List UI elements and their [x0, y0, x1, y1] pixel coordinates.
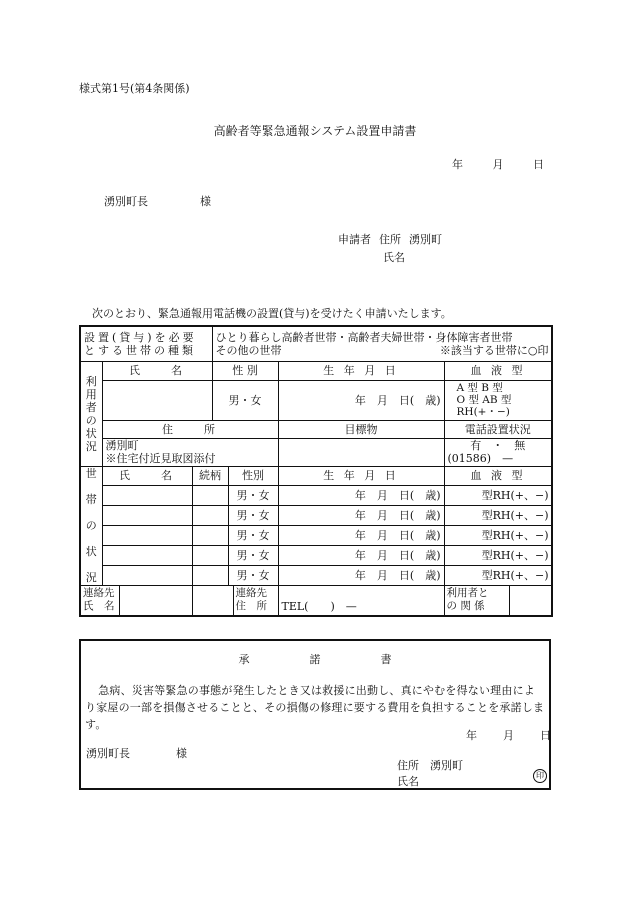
user-col-blood: 血 液 型: [444, 361, 552, 380]
household-name-field[interactable]: [102, 485, 192, 505]
addressee-name: 湧別町長: [104, 195, 148, 208]
household-col-relation: 続柄: [192, 466, 228, 485]
household-col-birth: 生 年 月 日: [278, 466, 444, 485]
contact-tel-field[interactable]: TEL( ) —: [278, 585, 444, 616]
user-landmark-field[interactable]: [278, 438, 444, 466]
household-name-field[interactable]: [102, 565, 192, 585]
pledge-date-year: 年: [466, 729, 477, 742]
pledge-title: 承 諾 書: [238, 653, 392, 666]
pledge-date-month: 月: [503, 729, 514, 742]
applicant-name-label: 氏名: [383, 251, 405, 264]
page-title: 高齢者等緊急通報システム設置申請書: [213, 124, 417, 138]
household-birth-field[interactable]: 年 月 日( 歳): [278, 525, 444, 545]
user-blood-field[interactable]: A 型 B 型 O 型 AB 型 RH(+・−): [444, 380, 552, 420]
household-row: [80, 525, 552, 545]
household-blood-field[interactable]: 型RH(+、−): [444, 505, 552, 525]
household-col-sex: 性別: [228, 466, 278, 485]
household-sex-field[interactable]: 男・女: [228, 505, 278, 525]
user-birth-field[interactable]: 年 月 日( 歳): [278, 380, 444, 420]
household-type-note: ※該当する世帯に○印: [439, 343, 549, 357]
household-row: [80, 565, 552, 585]
user-col-sex: 性 別: [212, 361, 278, 380]
user-data-row: [80, 380, 552, 420]
user-phone-number[interactable]: (01586) —: [444, 452, 552, 466]
addressee-honorific: 様: [200, 195, 211, 208]
household-relation-field[interactable]: [192, 485, 228, 505]
household-birth-field[interactable]: 年 月 日( 歳): [278, 505, 444, 525]
contact-relation-cell: [444, 585, 552, 616]
form-number: 様式第1号(第4条関係): [79, 82, 190, 95]
seal-icon: 印: [533, 769, 547, 783]
pledge-addressee: 湧別町長 様: [86, 747, 187, 760]
contact-name-field[interactable]: [120, 586, 192, 615]
user-col-landmark: 目標物: [278, 420, 444, 438]
applicant-label: 申請者: [338, 233, 371, 246]
contact-address-label: 連絡先 住 所: [233, 586, 278, 615]
contact-name-label: 連絡先 氏 名: [81, 586, 120, 615]
household-relation-field[interactable]: [192, 525, 228, 545]
user-address-field[interactable]: 湧別町 ※住宅付近見取図添付: [102, 438, 278, 466]
household-name-field[interactable]: [102, 545, 192, 565]
pledge-box: [79, 639, 551, 790]
household-relation-field[interactable]: [192, 565, 228, 585]
user-section-label: 利 用 者 の 状 況: [80, 361, 102, 466]
household-type-options[interactable]: ひとり暮らし高齢者世帯・高齢者夫婦世帯・身体障害者世帯 その他の世帯 ※該当する世帯に○印: [212, 326, 552, 361]
household-sex-field[interactable]: 男・女: [228, 525, 278, 545]
pledge-address[interactable]: 住所 湧別町: [397, 759, 463, 772]
household-type-label: 設置(貸与)を必要 とする世帯の種類: [80, 326, 212, 361]
household-relation-field[interactable]: [192, 545, 228, 565]
applicant-address: [338, 231, 442, 247]
household-name-field[interactable]: [102, 505, 192, 525]
application-date: [452, 156, 544, 172]
contact-relation-field[interactable]: [510, 586, 552, 615]
household-relation-field[interactable]: [192, 505, 228, 525]
user-address-row-1: [80, 438, 552, 452]
contact-spacer: [193, 586, 233, 615]
contact-address-cell: [192, 585, 278, 616]
household-birth-field[interactable]: 年 月 日( 歳): [278, 485, 444, 505]
user-address-header-row: [80, 420, 552, 438]
date-day-label: 日: [533, 158, 544, 171]
pledge-name[interactable]: 氏名: [397, 775, 419, 788]
household-type-row: [80, 326, 552, 361]
household-birth-field[interactable]: 年 月 日( 歳): [278, 565, 444, 585]
household-birth-field[interactable]: 年 月 日( 歳): [278, 545, 444, 565]
household-col-name: 氏 名: [102, 466, 192, 485]
lead-text: 次のとおり、緊急通報用電話機の設置(貸与)を受けたく申請いたします。: [92, 307, 452, 320]
date-month-label: 月: [492, 158, 504, 171]
household-sex-field[interactable]: 男・女: [228, 485, 278, 505]
pledge-date: [466, 727, 551, 743]
contact-name-cell: [80, 585, 192, 616]
household-blood-field[interactable]: 型RH(+、−): [444, 525, 552, 545]
user-header-row: [80, 361, 552, 380]
application-table: [79, 325, 553, 617]
household-name-field[interactable]: [102, 525, 192, 545]
user-phone-status[interactable]: 有 ・ 無: [444, 438, 552, 452]
user-name-field[interactable]: [102, 380, 212, 420]
user-col-phone: 電話設置状況: [444, 420, 552, 438]
household-blood-field[interactable]: 型RH(+、−): [444, 485, 552, 505]
household-blood-field[interactable]: 型RH(+、−): [444, 565, 552, 585]
household-header-row: [80, 466, 552, 485]
address-value: 湧別町: [409, 233, 442, 246]
user-col-name: 氏 名: [102, 361, 212, 380]
date-year-label: 年: [452, 158, 463, 171]
household-section-label: 世 帯 の 状 況: [80, 466, 102, 585]
household-col-blood: 血 液 型: [444, 466, 552, 485]
household-row: [80, 545, 552, 565]
household-blood-field[interactable]: 型RH(+、−): [444, 545, 552, 565]
user-col-address: 住 所: [102, 420, 278, 438]
address-label: 住所: [379, 233, 401, 246]
contact-relation-label: 利用者と の 関 係: [445, 586, 510, 615]
contact-row: [80, 585, 552, 616]
household-row: [80, 505, 552, 525]
pledge-text: 急病、災害等緊急の事態が発生したとき又は救援に出動し、真にやむを得ない理由により家屋の一部を損傷させることと、その損傷の修理に要する費用を負担することを承諾します。: [85, 684, 545, 731]
pledge-date-day: 日: [540, 729, 551, 742]
addressee: [104, 193, 211, 209]
user-col-birth: 生 年 月 日: [278, 361, 444, 380]
household-sex-field[interactable]: 男・女: [228, 545, 278, 565]
household-row: [80, 485, 552, 505]
household-sex-field[interactable]: 男・女: [228, 565, 278, 585]
user-sex-field[interactable]: 男・女: [212, 380, 278, 420]
